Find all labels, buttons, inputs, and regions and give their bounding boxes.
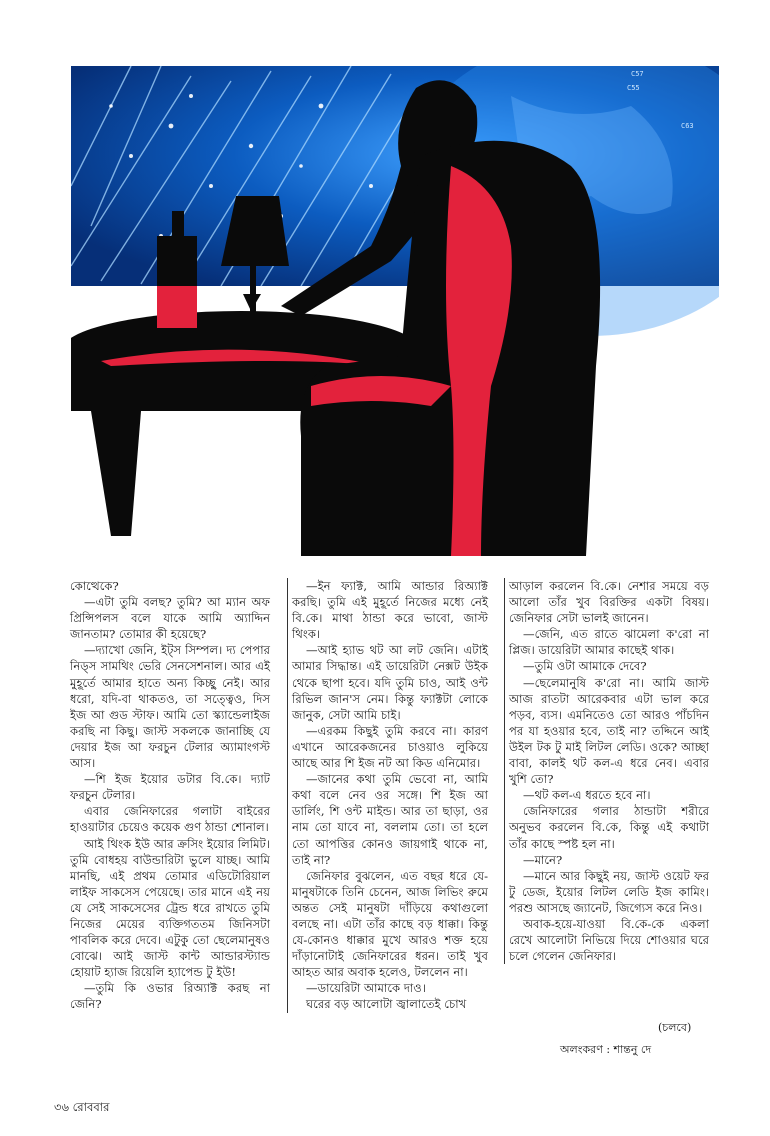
paragraph: —ছেলেমানুষি ক'রো না। আমি জাস্ট আজ রাতটা আরেকবার এটা ভাল করে পড়ব, ব্যস। এমনিতেও তো আরও পাঁচদিন পর যা হওয়ার হবে, তাই না? তদ্দিনে আই উইল টক টু মাই লিটল লেডি। ওকে? আচ্ছা বাবা, কালই থট কল-এ ধরে নেব। এবার খুশি তো? bbox=[509, 675, 709, 787]
paragraph: আই থিংক ইউ আর ক্রসিং ইয়োর লিমিট। তুমি বোধহয় বাউন্ডারিটা ভুলে যাচ্ছ। আমি মানছি, এই প্রথম তোমার এডিটোরিয়াল লাইফ সাকসেস পেয়েছে। তার মানে এই নয় যে সেই সাকসেসের ট্রেন্ড ধরে রাখতে তুমি নিজের মেয়ের ব্যক্তিগততম জিনিসটা পাবলিক করে দেবে। এটুকু তো ছেলেমানুষও বোঝে। আই জাস্ট কান্ট আন্ডারস্ট্যান্ড হোয়াট হ্যাজ রিয়েলি হ্যাপেন্ড টু ইউ! bbox=[70, 836, 270, 980]
paragraph: —ইন ফ্যাক্ট, আমি আন্ডার রিঅ্যাক্ট করছি। তুমি এই মুহূর্তে নিজের মধ্যে নেই বি.কে। মাথা ঠান্ডা করে ভাবো, জাস্ট থিংক। bbox=[292, 579, 488, 642]
paragraph: —আই হ্যাভ থট আ লট জেনি। এটাই আমার সিদ্ধান্ত। এই ডায়েরিটা নেক্সট উইক থেকে ছাপা হবে। যদি তুমি চাও, আই ওন্ট রিভিল জান'স নেম। কিন্তু ফ্যাক্টটা লোকে জানুক, সেটা আমি চাই। bbox=[292, 643, 488, 722]
paragraph: —এটা তুমি বলছ? তুমি? আ ম্যান অফ প্রিন্সিপলস বলে যাকে আমি অ্যাদ্দিন জানতাম? তোমার কী হয়েছে? bbox=[70, 595, 270, 642]
page-footer bbox=[54, 1099, 109, 1118]
code-label: C63 bbox=[681, 122, 694, 130]
paragraph: ঘরের বড় আলোটা জ্বালাতেই চোখ bbox=[306, 997, 467, 1012]
article-column-2 bbox=[287, 578, 488, 1013]
article-column-1 bbox=[70, 578, 270, 1013]
paragraph: —শি ইজ ইয়োর ডটার বি.কে। দ্যাট ফরচুন টেলার। bbox=[70, 772, 270, 803]
paragraph: জেনিফারের গলার ঠান্ডাটা শরীরে অনুভব করলেন বি.কে, কিন্তু এই কথাটা তাঁর কাছে স্পষ্ট হল না। bbox=[509, 804, 709, 851]
code-label: C57 bbox=[631, 70, 644, 78]
article-body bbox=[70, 578, 710, 1078]
paragraph: অবাক-হয়ে-যাওয়া বি.কে-কে একলা রেখে আলোটা নিভিয়ে দিয়ে শোওয়ার ঘরে চলে গেলেন জেনিফার। bbox=[509, 916, 709, 964]
to-be-continued-label: (চলবে) bbox=[658, 1021, 692, 1034]
magazine-name: রোববার bbox=[72, 1100, 110, 1114]
story-illustration bbox=[71, 66, 719, 556]
paragraph: —দ্যাখো জেনি, ইট্‌স সিম্পল। দ্য পেপার নিড্‌স সামথিং ভেরি সেনসেশনাল। আর এই মুহূর্তে আমার হাতে অন্য কিচ্ছু নেই। আর ধরো, যদি-বা থাকতও, তা সত্ত্বেও, দিস ইজ আ গুড স্টাফ। আমি তো স্ক্যান্ডেলাইজ করছি না কিছু। জাস্ট সকলকে জানাচ্ছি যে দেয়ার ইজ আ ফরচুন টেলার অ্যামাংগস্ট আস। bbox=[70, 643, 270, 771]
paragraph: —তুমি কি ওভার রিঅ্যাক্ট করছ না জেনি? bbox=[70, 981, 270, 1012]
illustration-credit: অলংকরণ : শান্তনু দে bbox=[560, 1043, 652, 1056]
paragraph: —থট কল-এ ধরতে হবে না। bbox=[523, 788, 651, 803]
paragraph: —মানে আর কিছুই নয়, জাস্ট ওয়েট ফর টু ডেজ, ইয়োর লিটল লেডি ইজ কামিং। পরশু আসছে জ্যানেট, জিগ্যেস করে নিও। bbox=[509, 868, 709, 915]
paragraph: কোত্থেকে? bbox=[70, 579, 119, 593]
paragraph: এবার জেনিফারের গলাটা বাইরের হাওয়াটার চেয়েও কয়েক গুণ ঠান্ডা শোনাল। bbox=[70, 804, 270, 835]
paragraph: —ডায়েরিটা আমাকে দাও। bbox=[306, 981, 426, 996]
paragraph: আড়াল করলেন বি.কে। নেশার সময়ে বড় আলো তাঁর খুব বিরক্তির একটা বিষয়। জেনিফার সেটা ভালই জানেন। bbox=[509, 579, 709, 626]
paragraph: —জেনি, এত রাতে ঝামেলা ক'রো না প্লিজ। ডায়েরিটা আমার কাছেই থাক। bbox=[509, 627, 709, 658]
paragraph: —জানের কথা তুমি ভেবো না, আমি কথা বলে নেব ওর সঙ্গে। শি ইজ আ ডার্লিং, শি ওন্ট মাইন্ড। আর তা ছাড়া, ওর নাম তো যাবে না, বললাম তো। তা হলে তো আপত্তির কোনও জায়গাই থাকে না, তাই না? bbox=[292, 772, 488, 867]
paragraph: —মানে? bbox=[523, 852, 563, 867]
paragraph: —এরকম কিছুই তুমি করবে না। কারণ এখানে আরেকজনের চাওয়াও লুকিয়ে আছে আর শি ইজ নট আ কিড এনিমোর। bbox=[292, 723, 488, 771]
article-column-3 bbox=[504, 578, 709, 964]
code-label: C55 bbox=[627, 84, 640, 92]
paragraph: জেনিফার বুঝলেন, এত বছর ধরে যে-মানুষটাকে তিনি চেনেন, আজ লিভিং রুমে অন্তত সেই মানুষটা দাঁড়িয়ে কথাগুলো বলছে না। এটা তাঁর কাছে বড় ধাক্কা। কিন্তু যে-কোনও ধাক্কার মুখে আরও শক্ত হয়ে দাঁড়ানোটাই জেনিফারের ধরন। তাই খুব আহত আর অবাক হলেও, টললেন না। bbox=[292, 868, 488, 980]
paragraph: —তুমি ওটা আমাকে দেবে? bbox=[523, 659, 647, 674]
page-number: ৩৬ bbox=[54, 1100, 69, 1114]
